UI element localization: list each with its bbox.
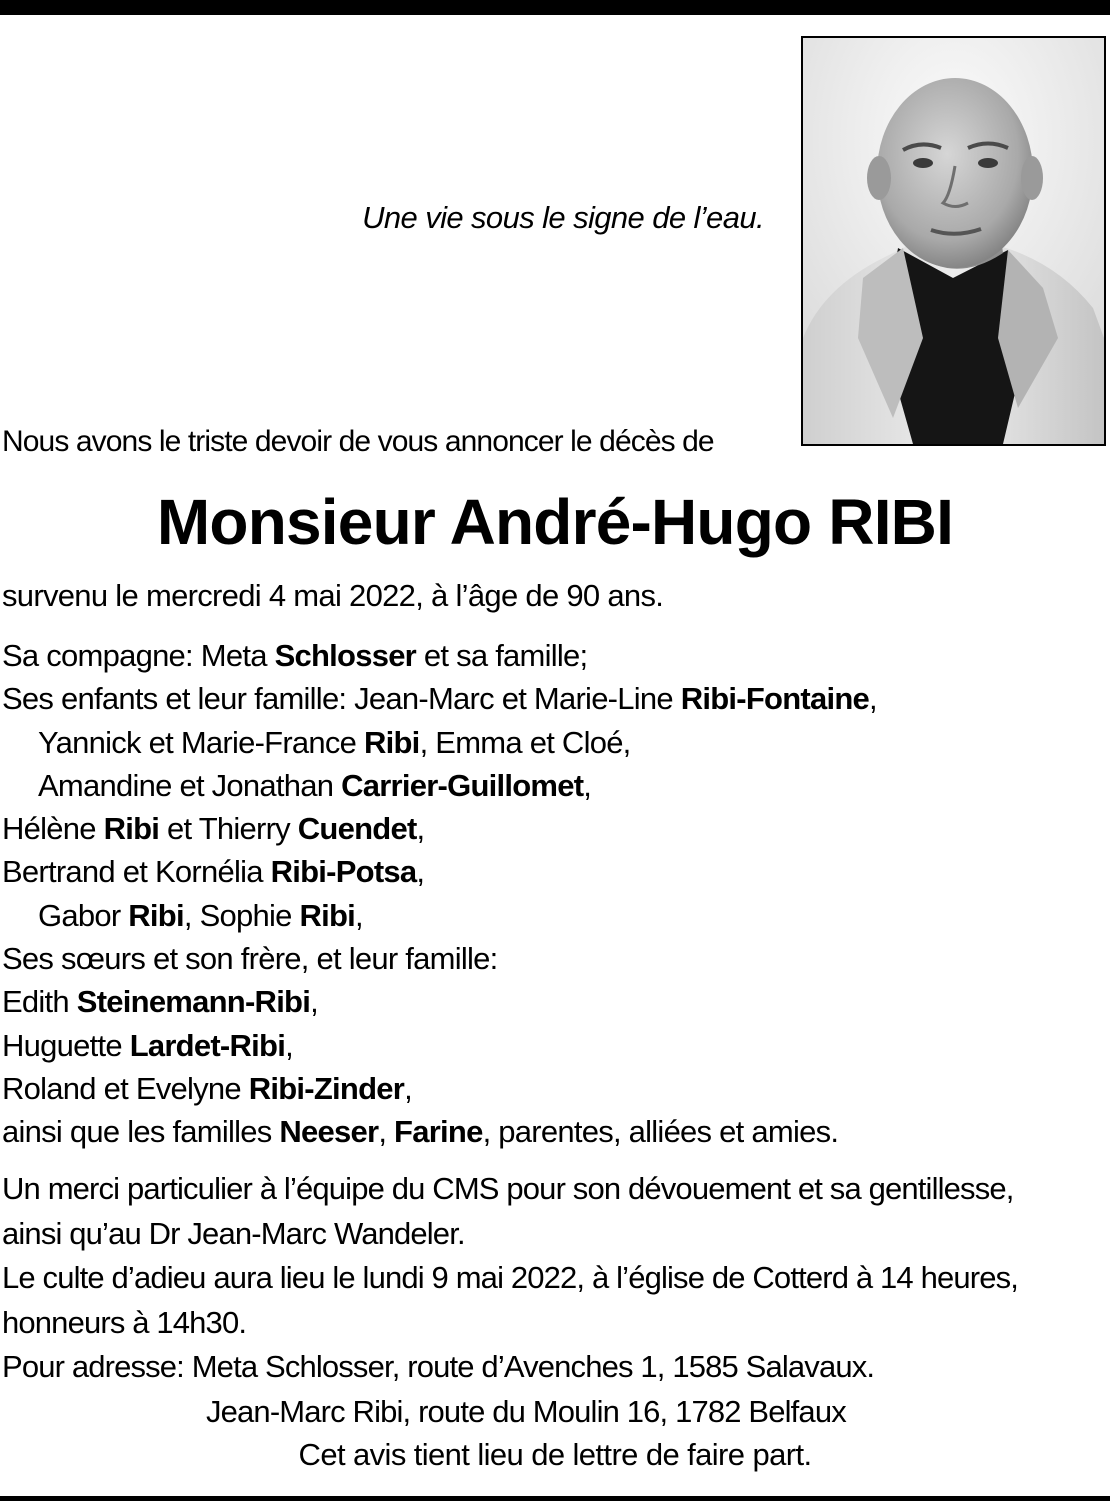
family-surname: Ribi-Potsa — [270, 854, 417, 890]
closing-note: Cet avis tient lieu de lettre de faire part. — [298, 1437, 812, 1472]
ceremony-line: Le culte d’adieu aura lieu le lundi 9 mai 2022, à l’église de Cotterd à 14 heures, — [2, 1260, 1019, 1295]
address-line: Pour adresse: Meta Schlosser, route d’Avenches 1, 1585 Salavaux. — [2, 1349, 875, 1384]
family-line — [2, 1024, 877, 1067]
family-line — [2, 807, 877, 850]
family-line — [2, 1067, 877, 1110]
family-line — [2, 677, 877, 720]
thanks-line: ainsi qu’au Dr Jean-Marc Wandeler. — [2, 1215, 465, 1251]
family-surname: Ribi-Zinder — [248, 1070, 405, 1106]
family-text: et Thierry — [159, 811, 298, 847]
family-text: , — [378, 1114, 395, 1150]
family-line — [2, 764, 877, 807]
ceremony-line: honneurs à 14h30. — [2, 1304, 247, 1340]
bottom-border — [0, 1496, 1110, 1501]
family-surname: Ribi — [299, 897, 356, 933]
intro-text: Nous avons le triste devoir de vous annoncer le décès de — [2, 425, 714, 458]
family-text: , — [416, 811, 425, 847]
top-border — [0, 0, 1110, 15]
family-line — [2, 937, 877, 980]
family-text: Bertrand et Kornélia — [2, 854, 271, 890]
family-text: Roland et Evelyne — [2, 1070, 249, 1106]
family-surname: Neeser — [279, 1114, 379, 1150]
portrait-photo — [801, 36, 1106, 446]
family-text: , — [404, 1070, 412, 1106]
family-text: , — [355, 897, 363, 933]
deceased-name: Monsieur André-Hugo RIBI — [156, 486, 954, 558]
family-text: Edith — [2, 984, 77, 1020]
family-surname: Steinemann-Ribi — [76, 984, 311, 1020]
thanks-line: Un merci particulier à l’équipe du CMS pour son dévouement et sa gentillesse, — [2, 1171, 1014, 1206]
death-details: survenu le mercredi 4 mai 2022, à l’âge de 90 ans. — [2, 578, 664, 613]
family-text: , — [285, 1027, 293, 1063]
family-text: , parentes, alliées et amies. — [482, 1114, 839, 1150]
family-text: Hélène — [2, 811, 104, 847]
family-text: , — [416, 854, 425, 890]
family-line — [2, 850, 877, 893]
family-surname: Cuendet — [297, 811, 417, 847]
family-text: , — [583, 767, 592, 803]
family-list — [2, 634, 877, 1154]
family-line — [2, 634, 877, 677]
family-surname: Ribi — [364, 724, 420, 760]
family-surname: Schlosser — [274, 638, 417, 673]
address-line: Jean-Marc Ribi, route du Moulin 16, 1782 Belfaux — [206, 1393, 846, 1429]
family-line — [2, 980, 877, 1023]
family-text: et sa famille; — [416, 638, 588, 673]
family-text: Gabor — [38, 897, 129, 933]
family-line — [2, 721, 877, 764]
family-text: , — [310, 984, 318, 1020]
family-surname: Ribi — [128, 897, 184, 933]
family-text: Huguette — [2, 1027, 130, 1063]
portrait-image — [803, 38, 1104, 444]
family-text: Sa compagne: Meta — [2, 638, 275, 673]
family-line — [2, 1110, 877, 1153]
family-surname: Ribi — [103, 811, 160, 847]
family-text: , Sophie — [183, 897, 300, 933]
motto: Une vie sous le signe de l’eau. — [362, 200, 764, 235]
family-text: Ses sœurs et son frère, et leur famille: — [2, 941, 498, 977]
family-surname: Lardet-Ribi — [129, 1027, 286, 1063]
family-text: Yannick et Marie-France — [38, 724, 364, 760]
family-text: , — [869, 681, 877, 717]
family-line — [2, 894, 877, 937]
family-text: Ses enfants et leur famille: Jean-Marc et Marie-Line — [2, 681, 681, 717]
family-text: ainsi que les familles — [2, 1114, 280, 1150]
thanks-section — [2, 1167, 1018, 1434]
family-surname: Farine — [394, 1114, 483, 1150]
family-text: , Emma et Cloé, — [419, 724, 631, 760]
family-surname: Carrier-Guillomet — [341, 767, 584, 803]
family-surname: Ribi-Fontaine — [680, 681, 870, 717]
family-text: Amandine et Jonathan — [38, 767, 342, 803]
